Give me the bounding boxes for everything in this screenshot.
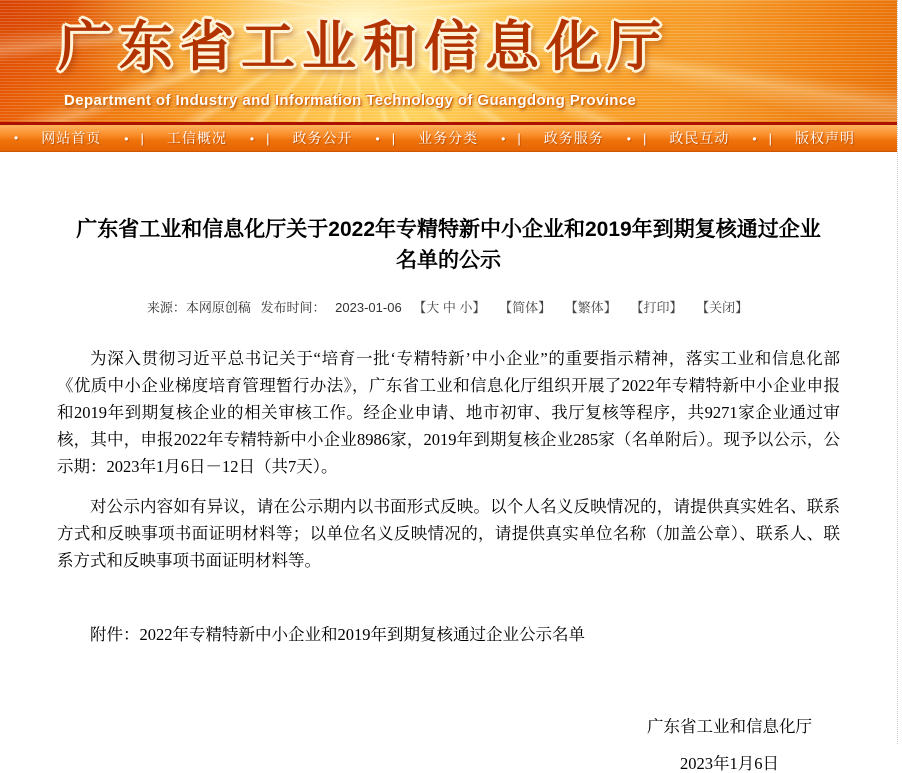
- site-subtitle-en: Department of Industry and Information Technology of Guangdong Province: [64, 92, 637, 109]
- nav-item-gov-open[interactable]: 政务公开: [292, 130, 353, 146]
- nav-item-interaction[interactable]: 政民互动: [669, 130, 730, 146]
- font-size-control[interactable]: 【大 中 小】: [413, 300, 486, 315]
- bullet-icon: •: [249, 131, 255, 146]
- signature-block: [57, 718, 840, 773]
- signature-date: 2023年1月6日: [680, 754, 779, 773]
- source-label: 来源：本网原创稿: [146, 300, 251, 315]
- publish-date: 2023-01-06: [335, 300, 402, 315]
- nav-separator: [627, 131, 647, 146]
- traditional-button[interactable]: 【繁体】: [564, 300, 617, 315]
- nav-separator: [752, 131, 772, 146]
- paragraph: 为深入贯彻习近平总书记关于“培育一批‘专精特新’中小企业”的重要指示精神，落实工业和信息化部《优质中小企业梯度培育管理暂行办法》，广东省工业和信息化厅组织开展了2022年专精特新中小企业申报和2019年到期复核企业的相关审核工作。经企业申请、地市初审、我厅复核等程序，共9271家企业通过审核，其中，申报2022年专精特新中小企业8986家，2019年到期复核企业285家（名单附后）。现予以公示，公示期：2023年1月6日－12日（共7天）。: [57, 349, 840, 476]
- nav-item-services[interactable]: 政务服务: [543, 130, 604, 146]
- bullet-icon: •: [124, 131, 129, 146]
- nav-separator: [124, 131, 144, 146]
- pipe-separator: |: [266, 130, 270, 146]
- publish-time-label: 发布时间：: [260, 300, 326, 315]
- bullet-icon: •: [752, 131, 757, 146]
- close-button[interactable]: 【关闭】: [696, 300, 749, 315]
- bullet-icon: •: [501, 131, 506, 146]
- nav-separator: [375, 131, 395, 146]
- paragraph: 对公示内容如有异议，请在公示期内以书面形式反映。以个人名义反映情况的，请提供真实姓名、联系方式和反映事项书面证明材料等；以单位名义反映情况的，请提供真实单位名称（加盖公章）、联系人、联系方式和反映事项书面证明材料等。: [57, 497, 840, 570]
- pipe-separator: |: [517, 130, 521, 146]
- bullet-icon: •: [626, 131, 631, 146]
- article-title: 广东省工业和信息化厅关于2022年专精特新中小企业和2019年到期复核通过企业名单的公示: [76, 218, 821, 272]
- nav-item-overview[interactable]: 工信概况: [166, 130, 227, 146]
- nav-item-copyright[interactable]: 版权声明: [794, 130, 855, 146]
- pipe-separator: |: [391, 130, 396, 146]
- site-title: 广东省工业和信息化厅: [58, 17, 668, 77]
- pipe-separator: |: [140, 130, 144, 146]
- signer-name: 广东省工业和信息化厅: [647, 717, 812, 736]
- main-nav: [0, 122, 897, 152]
- bullet-icon: •: [375, 131, 380, 146]
- site-banner: [0, 0, 897, 122]
- nav-separator: [501, 131, 521, 146]
- bullet-icon: •: [14, 131, 19, 145]
- attachment-line: 附件：2022年专精特新中小企业和2019年到期复核通过企业公示名单: [90, 625, 585, 644]
- print-button[interactable]: 【打印】: [630, 300, 683, 315]
- simplified-button[interactable]: 【简体】: [499, 300, 552, 315]
- nav-item-business[interactable]: 业务分类: [418, 130, 479, 146]
- article-body: [57, 345, 840, 574]
- article: [0, 152, 897, 773]
- nav-item-home[interactable]: 网站首页: [41, 130, 102, 146]
- pipe-separator: |: [768, 130, 772, 146]
- article-meta: [57, 297, 840, 316]
- pipe-separator: |: [642, 130, 647, 146]
- nav-separator: [250, 131, 270, 146]
